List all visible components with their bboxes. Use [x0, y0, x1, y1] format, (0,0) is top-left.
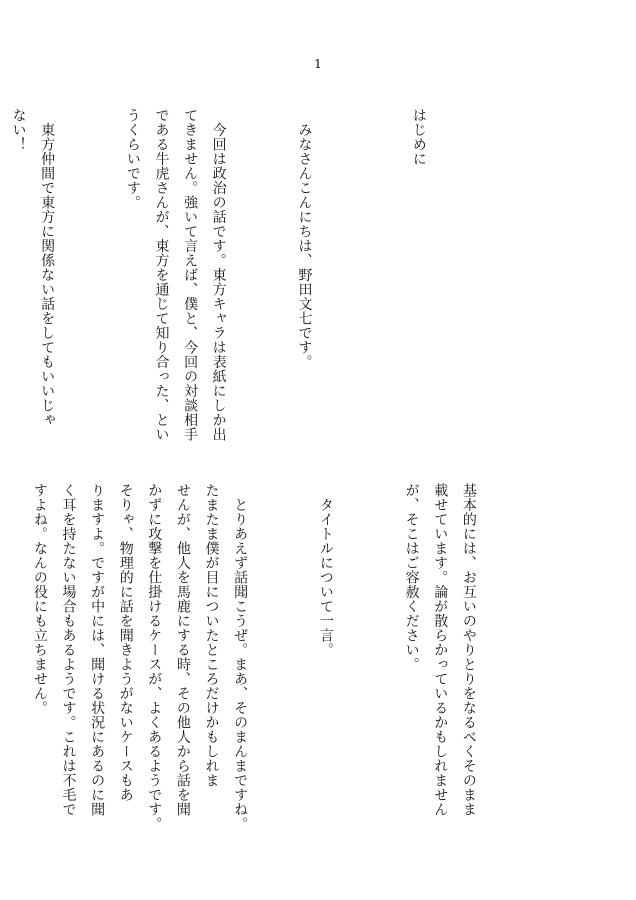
- page-number: 1: [314, 57, 322, 71]
- section-heading: はじめに: [410, 108, 427, 166]
- paragraph: みなさんこんにちは、野田文七です。: [296, 108, 313, 369]
- paragraph: 基本的には、お互いのやりとりをなるべくそのまま 載せています。論が散らかっているかもしれません が、そこはご容赦ください。: [403, 483, 477, 817]
- paragraph: タイトルについて一言。: [317, 483, 334, 657]
- paragraph: 今回は政治の話です。東方キャラは表紙にしか出 てきません。強いて言えば、僕と、今回の対談相手 である牛虎さんが、東方を通じて知り合った、とい うくらいです。: [124, 108, 227, 442]
- bottom-text-block: [0, 483, 540, 843]
- paragraph: 東方仲間で東方に関係ない話をしてもいいじゃ ない！: [10, 108, 56, 427]
- top-text-block: [0, 108, 490, 478]
- paragraph: とりあえず話聞こうぜ。まあ、そのまんまですね。 たまたま僕が目についたところだけかもしれま せんが、他人を馬鹿にする時、その他人から話を聞 かずに攻撃を仕掛けるケースが、よくあるようです。 そりゃ、物理的に話を聞きようがないケースもあ りますよ。ですが中には、聞ける状況にあるのに聞 く耳を持たない場合もあるようです。これは不毛で すよね。なんの役にも立ちません。: [31, 483, 249, 831]
